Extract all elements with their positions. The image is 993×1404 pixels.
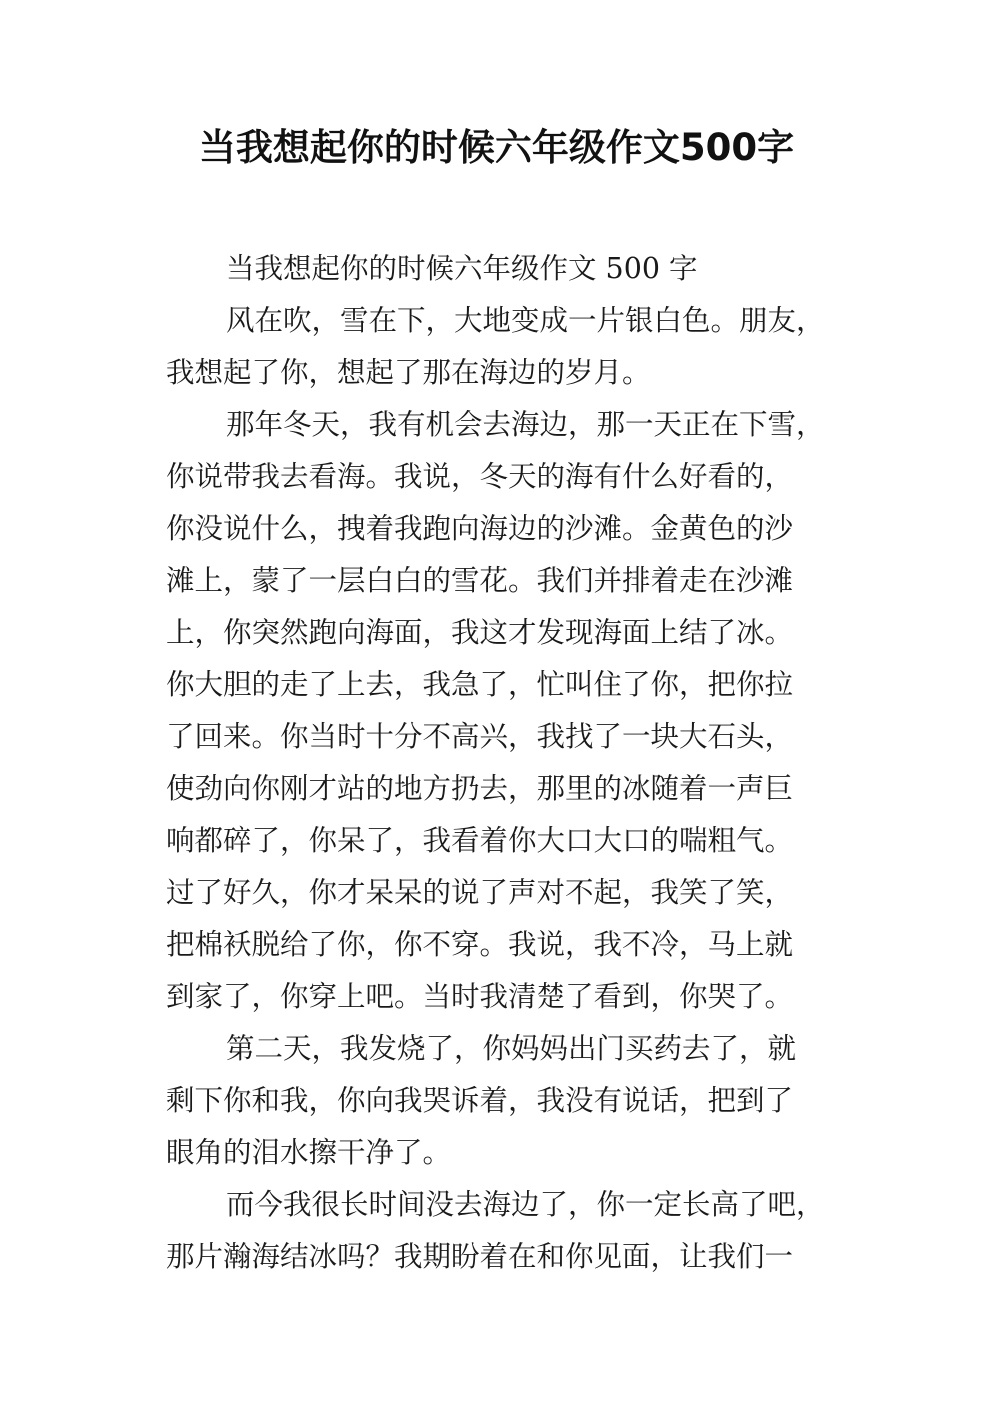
- text-line: 使劲向你刚才站的地方扔去，那里的冰随着一声巨: [166, 772, 794, 805]
- text-line: 到家了，你穿上吧。当时我清楚了看到，你哭了。: [166, 980, 794, 1013]
- paragraph: [166, 1023, 846, 1179]
- text-line: 剩下你和我，你向我哭诉着，我没有说话，把到了: [166, 1084, 794, 1117]
- text-line: 把棉袄脱给了你，你不穿。我说，我不冷，马上就: [166, 928, 794, 961]
- text-line: 滩上，蒙了一层白白的雪花。我们并排着走在沙滩: [166, 564, 794, 597]
- text-line: 眼角的泪水擦干净了。: [166, 1136, 452, 1169]
- paragraph: [166, 399, 846, 1023]
- text-line: 那年冬天，我有机会去海边，那一天正在下雪，: [226, 408, 825, 441]
- text-line: 上，你突然跑向海面，我这才发现海面上结了冰。: [166, 616, 794, 649]
- document-title: 当我想起你的时候六年级作文500字: [198, 126, 795, 169]
- text-line: 当我想起你的时候六年级作文 500 字: [226, 252, 698, 285]
- paragraph: [166, 1179, 846, 1283]
- paragraph: [166, 295, 846, 399]
- text-line: 我想起了你，想起了那在海边的岁月。: [166, 356, 651, 389]
- text-line: 风在吹，雪在下，大地变成一片银白色。朋友，: [226, 304, 825, 337]
- document-body: [166, 243, 846, 1283]
- paragraph: [166, 243, 846, 295]
- text-line: 第二天，我发烧了，你妈妈出门买药去了，就: [226, 1032, 797, 1065]
- text-line: 响都碎了，你呆了，我看着你大口大口的喘粗气。: [166, 824, 794, 857]
- text-line: 你大胆的走了上去，我急了，忙叫住了你，把你拉: [166, 668, 794, 701]
- text-line: 你说带我去看海。我说，冬天的海有什么好看的，: [166, 460, 794, 493]
- text-line: 那片瀚海结冰吗？我期盼着在和你见面，让我们一: [166, 1240, 794, 1273]
- text-line: 了回来。你当时十分不高兴，我找了一块大石头，: [166, 720, 794, 753]
- text-line: 而今我很长时间没去海边了，你一定长高了吧，: [226, 1188, 825, 1221]
- text-line: 你没说什么，拽着我跑向海边的沙滩。金黄色的沙: [166, 512, 794, 545]
- text-line: 过了好久，你才呆呆的说了声对不起，我笑了笑，: [166, 876, 794, 909]
